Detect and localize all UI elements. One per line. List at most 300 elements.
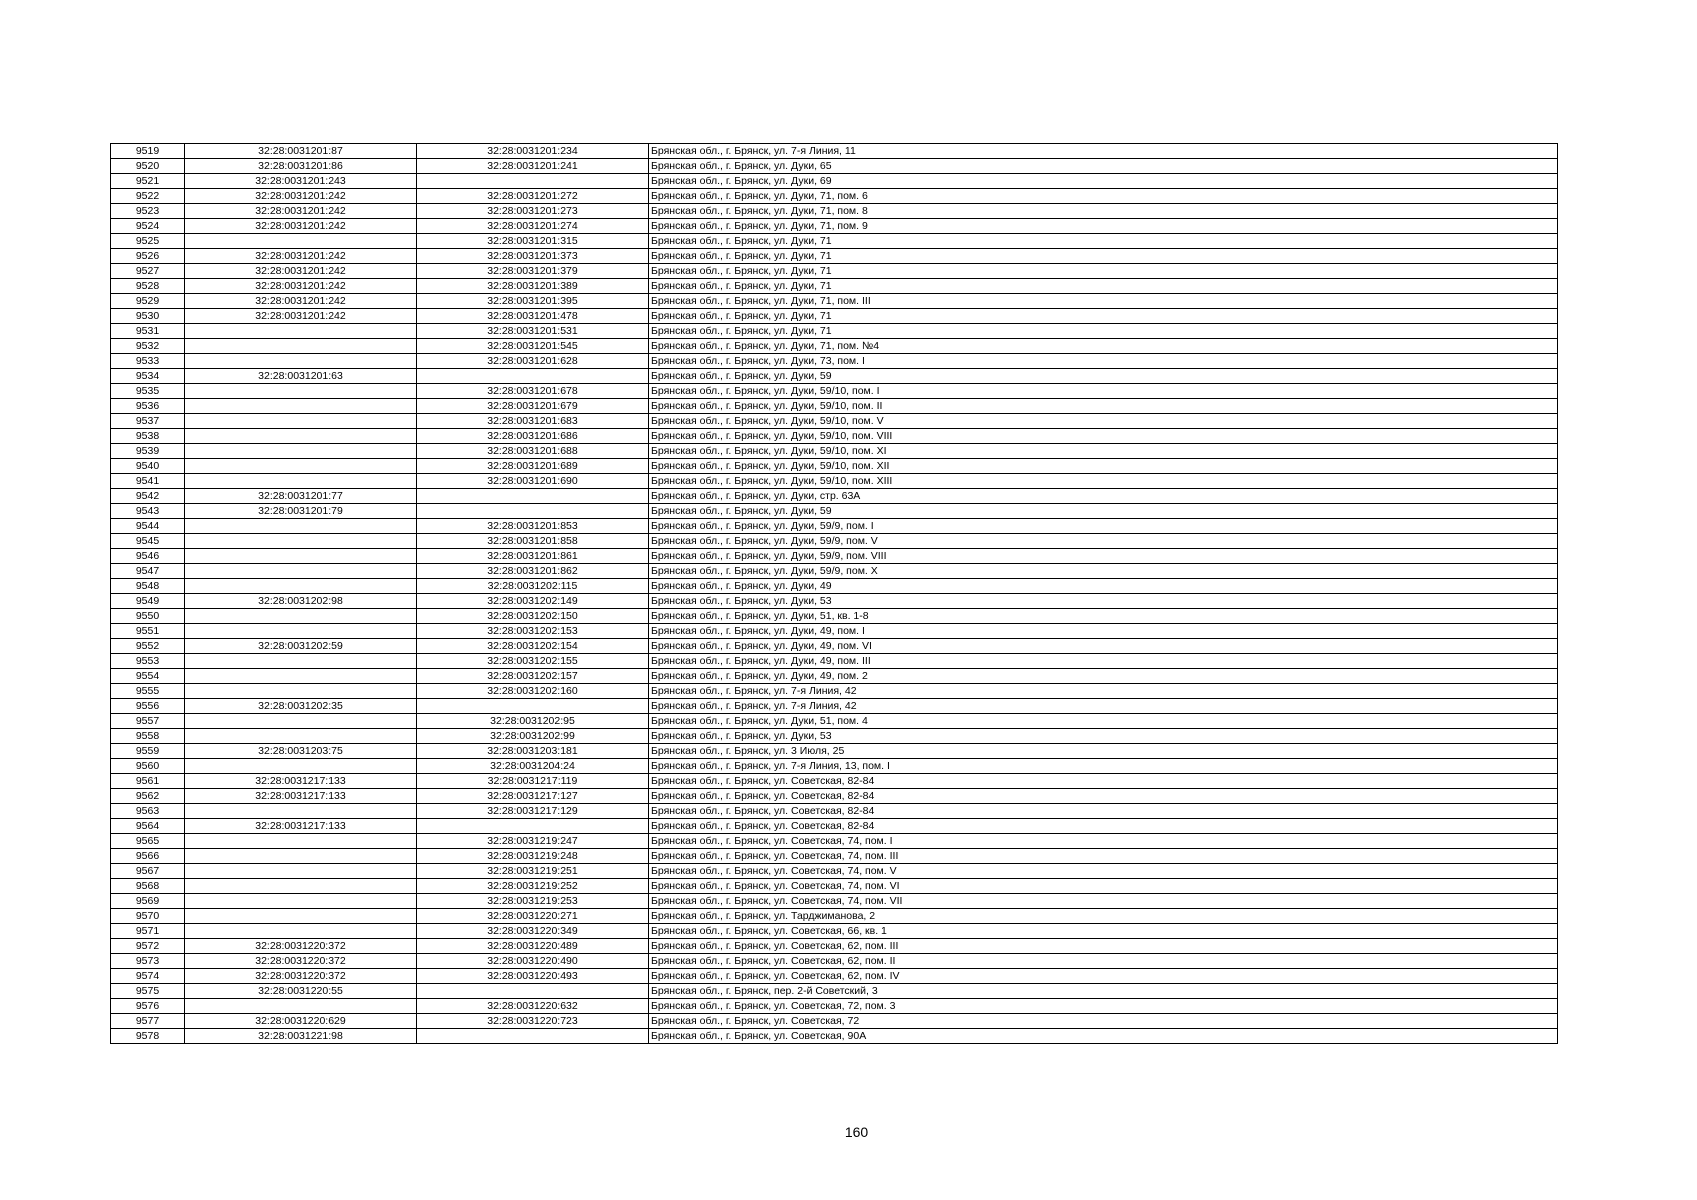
- table-row: [111, 369, 1558, 384]
- table-row: [111, 759, 1558, 774]
- parent-cadastral-number-cell: [185, 354, 417, 369]
- cadastral-number-cell: 32:28:0031201:688: [417, 444, 649, 459]
- address-cell: Брянская обл., г. Брянск, ул. Советская, 82-84: [649, 804, 1558, 819]
- cadastral-number-cell: 32:28:0031201:273: [417, 204, 649, 219]
- table-row: [111, 969, 1558, 984]
- parent-cadastral-number-cell: [185, 894, 417, 909]
- row-number-cell: 9552: [111, 639, 185, 654]
- cadastral-number-cell: 32:28:0031201:478: [417, 309, 649, 324]
- table-row: [111, 624, 1558, 639]
- parent-cadastral-number-cell: 32:28:0031220:629: [185, 1014, 417, 1029]
- address-cell: Брянская обл., г. Брянск, ул. Дуки, 59: [649, 369, 1558, 384]
- table-row: [111, 234, 1558, 249]
- parent-cadastral-number-cell: 32:28:0031202:98: [185, 594, 417, 609]
- parent-cadastral-number-cell: [185, 729, 417, 744]
- address-cell: Брянская обл., г. Брянск, ул. Дуки, 71: [649, 324, 1558, 339]
- row-number-cell: 9523: [111, 204, 185, 219]
- parent-cadastral-number-cell: [185, 714, 417, 729]
- table-row: [111, 894, 1558, 909]
- parent-cadastral-number-cell: [185, 759, 417, 774]
- cadastral-number-cell: 32:28:0031220:493: [417, 969, 649, 984]
- parent-cadastral-number-cell: [185, 534, 417, 549]
- row-number-cell: 9575: [111, 984, 185, 999]
- cadastral-number-cell: 32:28:0031202:155: [417, 654, 649, 669]
- row-number-cell: 9578: [111, 1029, 185, 1044]
- address-cell: Брянская обл., г. Брянск, ул. Дуки, 53: [649, 729, 1558, 744]
- row-number-cell: 9539: [111, 444, 185, 459]
- address-cell: Брянская обл., г. Брянск, ул. Дуки, 71: [649, 249, 1558, 264]
- parent-cadastral-number-cell: 32:28:0031217:133: [185, 819, 417, 834]
- parent-cadastral-number-cell: 32:28:0031201:242: [185, 204, 417, 219]
- address-cell: Брянская обл., г. Брянск, ул. Дуки, 59/10, пом. XIII: [649, 474, 1558, 489]
- cadastral-number-cell: 32:28:0031204:24: [417, 759, 649, 774]
- row-number-cell: 9540: [111, 459, 185, 474]
- row-number-cell: 9554: [111, 669, 185, 684]
- table-row: [111, 459, 1558, 474]
- cadastral-number-cell: [417, 504, 649, 519]
- row-number-cell: 9545: [111, 534, 185, 549]
- row-number-cell: 9547: [111, 564, 185, 579]
- cadastral-number-cell: 32:28:0031217:127: [417, 789, 649, 804]
- row-number-cell: 9556: [111, 699, 185, 714]
- address-cell: Брянская обл., г. Брянск, ул. 3 Июля, 25: [649, 744, 1558, 759]
- table-row: [111, 639, 1558, 654]
- cadastral-number-cell: 32:28:0031217:129: [417, 804, 649, 819]
- row-number-cell: 9549: [111, 594, 185, 609]
- parent-cadastral-number-cell: 32:28:0031202:59: [185, 639, 417, 654]
- address-cell: Брянская обл., г. Брянск, ул. Дуки, 59/9, пом. VIII: [649, 549, 1558, 564]
- table-row: [111, 1029, 1558, 1044]
- address-cell: Брянская обл., г. Брянск, пер. 2-й Советский, 3: [649, 984, 1558, 999]
- address-cell: Брянская обл., г. Брянск, ул. Дуки, 71: [649, 279, 1558, 294]
- address-cell: Брянская обл., г. Брянск, ул. Дуки, 49: [649, 579, 1558, 594]
- cadastral-number-cell: 32:28:0031220:723: [417, 1014, 649, 1029]
- address-cell: Брянская обл., г. Брянск, ул. Дуки, 49, пом. 2: [649, 669, 1558, 684]
- parent-cadastral-number-cell: 32:28:0031201:79: [185, 504, 417, 519]
- row-number-cell: 9571: [111, 924, 185, 939]
- table-row: [111, 564, 1558, 579]
- row-number-cell: 9536: [111, 399, 185, 414]
- row-number-cell: 9576: [111, 999, 185, 1014]
- table-row: [111, 504, 1558, 519]
- row-number-cell: 9562: [111, 789, 185, 804]
- cadastral-number-cell: 32:28:0031219:253: [417, 894, 649, 909]
- address-cell: Брянская обл., г. Брянск, ул. Советская, 74, пом. VII: [649, 894, 1558, 909]
- parent-cadastral-number-cell: 32:28:0031220:372: [185, 969, 417, 984]
- parent-cadastral-number-cell: [185, 549, 417, 564]
- page-number: 160: [844, 1124, 869, 1140]
- cadastral-number-cell: 32:28:0031202:99: [417, 729, 649, 744]
- cadastral-number-cell: [417, 369, 649, 384]
- row-number-cell: 9566: [111, 849, 185, 864]
- parent-cadastral-number-cell: 32:28:0031203:75: [185, 744, 417, 759]
- cadastral-number-cell: 32:28:0031201:395: [417, 294, 649, 309]
- parent-cadastral-number-cell: [185, 564, 417, 579]
- cadastral-number-cell: 32:28:0031202:153: [417, 624, 649, 639]
- table-body: [111, 144, 1558, 1044]
- row-number-cell: 9559: [111, 744, 185, 759]
- cadastral-number-cell: 32:28:0031220:271: [417, 909, 649, 924]
- cadastral-number-cell: 32:28:0031201:531: [417, 324, 649, 339]
- row-number-cell: 9521: [111, 174, 185, 189]
- cadastral-number-cell: 32:28:0031202:157: [417, 669, 649, 684]
- table-row: [111, 579, 1558, 594]
- address-cell: Брянская обл., г. Брянск, ул. 7-я Линия, 42: [649, 699, 1558, 714]
- address-cell: Брянская обл., г. Брянск, ул. Дуки, 49, пом. I: [649, 624, 1558, 639]
- parent-cadastral-number-cell: [185, 864, 417, 879]
- cadastral-number-cell: [417, 819, 649, 834]
- row-number-cell: 9524: [111, 219, 185, 234]
- parent-cadastral-number-cell: 32:28:0031220:372: [185, 939, 417, 954]
- parent-cadastral-number-cell: 32:28:0031201:63: [185, 369, 417, 384]
- cadastral-number-cell: 32:28:0031202:154: [417, 639, 649, 654]
- table-row: [111, 684, 1558, 699]
- address-cell: Брянская обл., г. Брянск, ул. Советская, 62, пом. II: [649, 954, 1558, 969]
- address-cell: Брянская обл., г. Брянск, ул. Дуки, 59/9, пом. I: [649, 519, 1558, 534]
- table-row: [111, 1014, 1558, 1029]
- parent-cadastral-number-cell: [185, 444, 417, 459]
- parent-cadastral-number-cell: [185, 519, 417, 534]
- parent-cadastral-number-cell: [185, 804, 417, 819]
- row-number-cell: 9567: [111, 864, 185, 879]
- parent-cadastral-number-cell: 32:28:0031201:243: [185, 174, 417, 189]
- address-cell: Брянская обл., г. Брянск, ул. Советская, 62, пом. III: [649, 939, 1558, 954]
- address-cell: Брянская обл., г. Брянск, ул. 7-я Линия, 42: [649, 684, 1558, 699]
- table-row: [111, 174, 1558, 189]
- cadastral-number-cell: 32:28:0031201:853: [417, 519, 649, 534]
- parent-cadastral-number-cell: [185, 474, 417, 489]
- parent-cadastral-number-cell: 32:28:0031217:133: [185, 774, 417, 789]
- row-number-cell: 9526: [111, 249, 185, 264]
- row-number-cell: 9525: [111, 234, 185, 249]
- row-number-cell: 9557: [111, 714, 185, 729]
- row-number-cell: 9538: [111, 429, 185, 444]
- cadastral-number-cell: 32:28:0031201:862: [417, 564, 649, 579]
- cadastral-number-cell: 32:28:0031201:858: [417, 534, 649, 549]
- row-number-cell: 9527: [111, 264, 185, 279]
- cadastral-number-cell: 32:28:0031201:689: [417, 459, 649, 474]
- parent-cadastral-number-cell: [185, 459, 417, 474]
- cadastral-number-cell: 32:28:0031220:632: [417, 999, 649, 1014]
- parent-cadastral-number-cell: 32:28:0031201:242: [185, 249, 417, 264]
- row-number-cell: 9569: [111, 894, 185, 909]
- address-cell: Брянская обл., г. Брянск, ул. Дуки, 49, пом. III: [649, 654, 1558, 669]
- parent-cadastral-number-cell: [185, 684, 417, 699]
- cadastral-number-cell: 32:28:0031202:115: [417, 579, 649, 594]
- parent-cadastral-number-cell: [185, 609, 417, 624]
- parent-cadastral-number-cell: [185, 669, 417, 684]
- cadastral-number-cell: [417, 984, 649, 999]
- row-number-cell: 9577: [111, 1014, 185, 1029]
- cadastral-number-cell: 32:28:0031217:119: [417, 774, 649, 789]
- address-cell: Брянская обл., г. Брянск, ул. Дуки, 71, пом. III: [649, 294, 1558, 309]
- address-cell: Брянская обл., г. Брянск, ул. Дуки, 71: [649, 264, 1558, 279]
- cadastral-number-cell: 32:28:0031201:678: [417, 384, 649, 399]
- cadastral-number-cell: [417, 1029, 649, 1044]
- table-row: [111, 534, 1558, 549]
- address-cell: Брянская обл., г. Брянск, ул. Тарджиманова, 2: [649, 909, 1558, 924]
- table-row: [111, 414, 1558, 429]
- address-cell: Брянская обл., г. Брянск, ул. Дуки, 53: [649, 594, 1558, 609]
- address-cell: Брянская обл., г. Брянск, ул. Дуки, 59/10, пом. II: [649, 399, 1558, 414]
- parent-cadastral-number-cell: 32:28:0031201:242: [185, 294, 417, 309]
- parent-cadastral-number-cell: [185, 654, 417, 669]
- table-row: [111, 189, 1558, 204]
- row-number-cell: 9565: [111, 834, 185, 849]
- table-row: [111, 444, 1558, 459]
- table-row: [111, 474, 1558, 489]
- address-cell: Брянская обл., г. Брянск, ул. Советская, 62, пом. IV: [649, 969, 1558, 984]
- cadastral-number-cell: 32:28:0031201:861: [417, 549, 649, 564]
- parent-cadastral-number-cell: [185, 624, 417, 639]
- address-cell: Брянская обл., г. Брянск, ул. Дуки, 51, кв. 1-8: [649, 609, 1558, 624]
- cadastral-number-cell: 32:28:0031220:490: [417, 954, 649, 969]
- cadastral-number-cell: 32:28:0031201:683: [417, 414, 649, 429]
- parent-cadastral-number-cell: [185, 834, 417, 849]
- parent-cadastral-number-cell: [185, 924, 417, 939]
- parent-cadastral-number-cell: 32:28:0031201:242: [185, 279, 417, 294]
- parent-cadastral-number-cell: 32:28:0031202:35: [185, 699, 417, 714]
- table-row: [111, 144, 1558, 159]
- row-number-cell: 9533: [111, 354, 185, 369]
- cadastral-number-cell: 32:28:0031201:315: [417, 234, 649, 249]
- parent-cadastral-number-cell: [185, 399, 417, 414]
- table-row: [111, 249, 1558, 264]
- address-cell: Брянская обл., г. Брянск, ул. Дуки, 59/10, пом. XII: [649, 459, 1558, 474]
- address-cell: Брянская обл., г. Брянск, ул. Дуки, 59/10, пом. V: [649, 414, 1558, 429]
- parent-cadastral-number-cell: [185, 999, 417, 1014]
- table-row: [111, 594, 1558, 609]
- table-row: [111, 879, 1558, 894]
- table-row: [111, 699, 1558, 714]
- table-row: [111, 984, 1558, 999]
- cadastral-number-cell: 32:28:0031203:181: [417, 744, 649, 759]
- parent-cadastral-number-cell: 32:28:0031201:242: [185, 309, 417, 324]
- row-number-cell: 9572: [111, 939, 185, 954]
- parent-cadastral-number-cell: 32:28:0031201:242: [185, 219, 417, 234]
- row-number-cell: 9573: [111, 954, 185, 969]
- table-row: [111, 714, 1558, 729]
- row-number-cell: 9548: [111, 579, 185, 594]
- table-row: [111, 939, 1558, 954]
- address-cell: Брянская обл., г. Брянск, ул. Советская, 72, пом. 3: [649, 999, 1558, 1014]
- table-row: [111, 804, 1558, 819]
- table-row: [111, 729, 1558, 744]
- table-row: [111, 654, 1558, 669]
- address-cell: Брянская обл., г. Брянск, ул. Советская, 90А: [649, 1029, 1558, 1044]
- table-row: [111, 609, 1558, 624]
- table-row: [111, 774, 1558, 789]
- address-cell: Брянская обл., г. Брянск, ул. Советская, 82-84: [649, 819, 1558, 834]
- parent-cadastral-number-cell: 32:28:0031201:242: [185, 264, 417, 279]
- cadastral-number-cell: 32:28:0031219:247: [417, 834, 649, 849]
- cadastral-number-cell: 32:28:0031220:349: [417, 924, 649, 939]
- cadastral-number-cell: 32:28:0031201:241: [417, 159, 649, 174]
- row-number-cell: 9528: [111, 279, 185, 294]
- cadastral-number-cell: [417, 489, 649, 504]
- row-number-cell: 9529: [111, 294, 185, 309]
- address-cell: Брянская обл., г. Брянск, ул. Дуки, 73, пом. I: [649, 354, 1558, 369]
- address-cell: Брянская обл., г. Брянск, ул. Дуки, 59: [649, 504, 1558, 519]
- cadastral-number-cell: 32:28:0031202:95: [417, 714, 649, 729]
- address-cell: Брянская обл., г. Брянск, ул. Советская, 74, пом. I: [649, 834, 1558, 849]
- row-number-cell: 9542: [111, 489, 185, 504]
- row-number-cell: 9530: [111, 309, 185, 324]
- row-number-cell: 9543: [111, 504, 185, 519]
- row-number-cell: 9519: [111, 144, 185, 159]
- parent-cadastral-number-cell: 32:28:0031201:77: [185, 489, 417, 504]
- address-cell: Брянская обл., г. Брянск, ул. Дуки, 59/10, пом. I: [649, 384, 1558, 399]
- table-row: [111, 744, 1558, 759]
- table-row: [111, 849, 1558, 864]
- parent-cadastral-number-cell: 32:28:0031201:242: [185, 189, 417, 204]
- table-row: [111, 819, 1558, 834]
- table-row: [111, 339, 1558, 354]
- address-cell: Брянская обл., г. Брянск, ул. Советская, 74, пом. V: [649, 864, 1558, 879]
- parent-cadastral-number-cell: 32:28:0031217:133: [185, 789, 417, 804]
- cadastral-number-cell: 32:28:0031201:389: [417, 279, 649, 294]
- parent-cadastral-number-cell: 32:28:0031201:86: [185, 159, 417, 174]
- table-row: [111, 354, 1558, 369]
- address-cell: Брянская обл., г. Брянск, ул. Дуки, 71, пом. №4: [649, 339, 1558, 354]
- cadastral-number-cell: [417, 174, 649, 189]
- address-cell: Брянская обл., г. Брянск, ул. Дуки, 51, пом. 4: [649, 714, 1558, 729]
- cadastral-number-cell: [417, 699, 649, 714]
- row-number-cell: 9555: [111, 684, 185, 699]
- table-row: [111, 999, 1558, 1014]
- row-number-cell: 9563: [111, 804, 185, 819]
- cadastral-number-cell: 32:28:0031201:545: [417, 339, 649, 354]
- address-cell: Брянская обл., г. Брянск, ул. Дуки, 71: [649, 309, 1558, 324]
- cadastral-number-cell: 32:28:0031202:150: [417, 609, 649, 624]
- row-number-cell: 9574: [111, 969, 185, 984]
- parent-cadastral-number-cell: [185, 414, 417, 429]
- address-cell: Брянская обл., г. Брянск, ул. Дуки, 59/10, пом. VIII: [649, 429, 1558, 444]
- address-cell: Брянская обл., г. Брянск, ул. Советская, 72: [649, 1014, 1558, 1029]
- row-number-cell: 9532: [111, 339, 185, 354]
- row-number-cell: 9570: [111, 909, 185, 924]
- table-row: [111, 204, 1558, 219]
- address-cell: Брянская обл., г. Брянск, ул. Дуки, 69: [649, 174, 1558, 189]
- table-row: [111, 399, 1558, 414]
- row-number-cell: 9537: [111, 414, 185, 429]
- cadastral-number-cell: 32:28:0031201:234: [417, 144, 649, 159]
- table-row: [111, 279, 1558, 294]
- row-number-cell: 9551: [111, 624, 185, 639]
- parent-cadastral-number-cell: [185, 324, 417, 339]
- cadastral-number-cell: 32:28:0031201:686: [417, 429, 649, 444]
- table-row: [111, 294, 1558, 309]
- address-cell: Брянская обл., г. Брянск, ул. Дуки, 71, пом. 8: [649, 204, 1558, 219]
- address-cell: Брянская обл., г. Брянск, ул. Советская, 66, кв. 1: [649, 924, 1558, 939]
- table-row: [111, 384, 1558, 399]
- row-number-cell: 9568: [111, 879, 185, 894]
- row-number-cell: 9560: [111, 759, 185, 774]
- table-row: [111, 429, 1558, 444]
- address-cell: Брянская обл., г. Брянск, ул. Советская, 74, пом. VI: [649, 879, 1558, 894]
- cadastral-number-cell: 32:28:0031202:149: [417, 594, 649, 609]
- table-row: [111, 954, 1558, 969]
- cadastral-number-cell: 32:28:0031201:628: [417, 354, 649, 369]
- address-cell: Брянская обл., г. Брянск, ул. Советская, 74, пом. III: [649, 849, 1558, 864]
- cadastral-number-cell: 32:28:0031202:160: [417, 684, 649, 699]
- parent-cadastral-number-cell: 32:28:0031220:55: [185, 984, 417, 999]
- parent-cadastral-number-cell: [185, 429, 417, 444]
- row-number-cell: 9541: [111, 474, 185, 489]
- table-row: [111, 924, 1558, 939]
- table-row: [111, 219, 1558, 234]
- table-row: [111, 834, 1558, 849]
- cadastral-number-cell: 32:28:0031201:679: [417, 399, 649, 414]
- row-number-cell: 9558: [111, 729, 185, 744]
- cadastral-number-cell: 32:28:0031201:373: [417, 249, 649, 264]
- parent-cadastral-number-cell: [185, 234, 417, 249]
- row-number-cell: 9553: [111, 654, 185, 669]
- parent-cadastral-number-cell: 32:28:0031221:98: [185, 1029, 417, 1044]
- table-row: [111, 324, 1558, 339]
- address-cell: Брянская обл., г. Брянск, ул. Дуки, 59/9, пом. X: [649, 564, 1558, 579]
- table-row: [111, 549, 1558, 564]
- parent-cadastral-number-cell: [185, 339, 417, 354]
- address-cell: Брянская обл., г. Брянск, ул. Советская, 82-84: [649, 774, 1558, 789]
- address-cell: Брянская обл., г. Брянск, ул. Дуки, 65: [649, 159, 1558, 174]
- row-number-cell: 9535: [111, 384, 185, 399]
- row-number-cell: 9522: [111, 189, 185, 204]
- address-cell: Брянская обл., г. Брянск, ул. Дуки, 59/10, пом. XI: [649, 444, 1558, 459]
- address-cell: Брянская обл., г. Брянск, ул. Дуки, 71: [649, 234, 1558, 249]
- address-cell: Брянская обл., г. Брянск, ул. Дуки, 71, пом. 6: [649, 189, 1558, 204]
- row-number-cell: 9544: [111, 519, 185, 534]
- address-cell: Брянская обл., г. Брянск, ул. Советская, 82-84: [649, 789, 1558, 804]
- cadastral-number-cell: 32:28:0031201:690: [417, 474, 649, 489]
- address-cell: Брянская обл., г. Брянск, ул. Дуки, 49, пом. VI: [649, 639, 1558, 654]
- table-row: [111, 309, 1558, 324]
- row-number-cell: 9564: [111, 819, 185, 834]
- address-cell: Брянская обл., г. Брянск, ул. Дуки, 59/9, пом. V: [649, 534, 1558, 549]
- table-row: [111, 264, 1558, 279]
- cadastral-number-cell: 32:28:0031201:272: [417, 189, 649, 204]
- row-number-cell: 9520: [111, 159, 185, 174]
- cadastral-number-cell: 32:28:0031219:251: [417, 864, 649, 879]
- parent-cadastral-number-cell: 32:28:0031220:372: [185, 954, 417, 969]
- table-row: [111, 789, 1558, 804]
- cadastral-number-cell: 32:28:0031220:489: [417, 939, 649, 954]
- cadastral-number-cell: 32:28:0031219:248: [417, 849, 649, 864]
- table-row: [111, 864, 1558, 879]
- parent-cadastral-number-cell: [185, 579, 417, 594]
- row-number-cell: 9561: [111, 774, 185, 789]
- cadastral-number-cell: 32:28:0031201:274: [417, 219, 649, 234]
- table-row: [111, 519, 1558, 534]
- cadastral-number-cell: 32:28:0031219:252: [417, 879, 649, 894]
- row-number-cell: 9534: [111, 369, 185, 384]
- parent-cadastral-number-cell: [185, 879, 417, 894]
- cadastral-table: [110, 143, 1558, 1044]
- row-number-cell: 9550: [111, 609, 185, 624]
- table-row: [111, 489, 1558, 504]
- parent-cadastral-number-cell: 32:28:0031201:87: [185, 144, 417, 159]
- address-cell: Брянская обл., г. Брянск, ул. Дуки, 71, пом. 9: [649, 219, 1558, 234]
- table-row: [111, 909, 1558, 924]
- cadastral-number-cell: 32:28:0031201:379: [417, 264, 649, 279]
- parent-cadastral-number-cell: [185, 384, 417, 399]
- row-number-cell: 9531: [111, 324, 185, 339]
- address-cell: Брянская обл., г. Брянск, ул. Дуки, стр. 63А: [649, 489, 1558, 504]
- table-row: [111, 669, 1558, 684]
- address-cell: Брянская обл., г. Брянск, ул. 7-я Линия, 11: [649, 144, 1558, 159]
- parent-cadastral-number-cell: [185, 909, 417, 924]
- table-row: [111, 159, 1558, 174]
